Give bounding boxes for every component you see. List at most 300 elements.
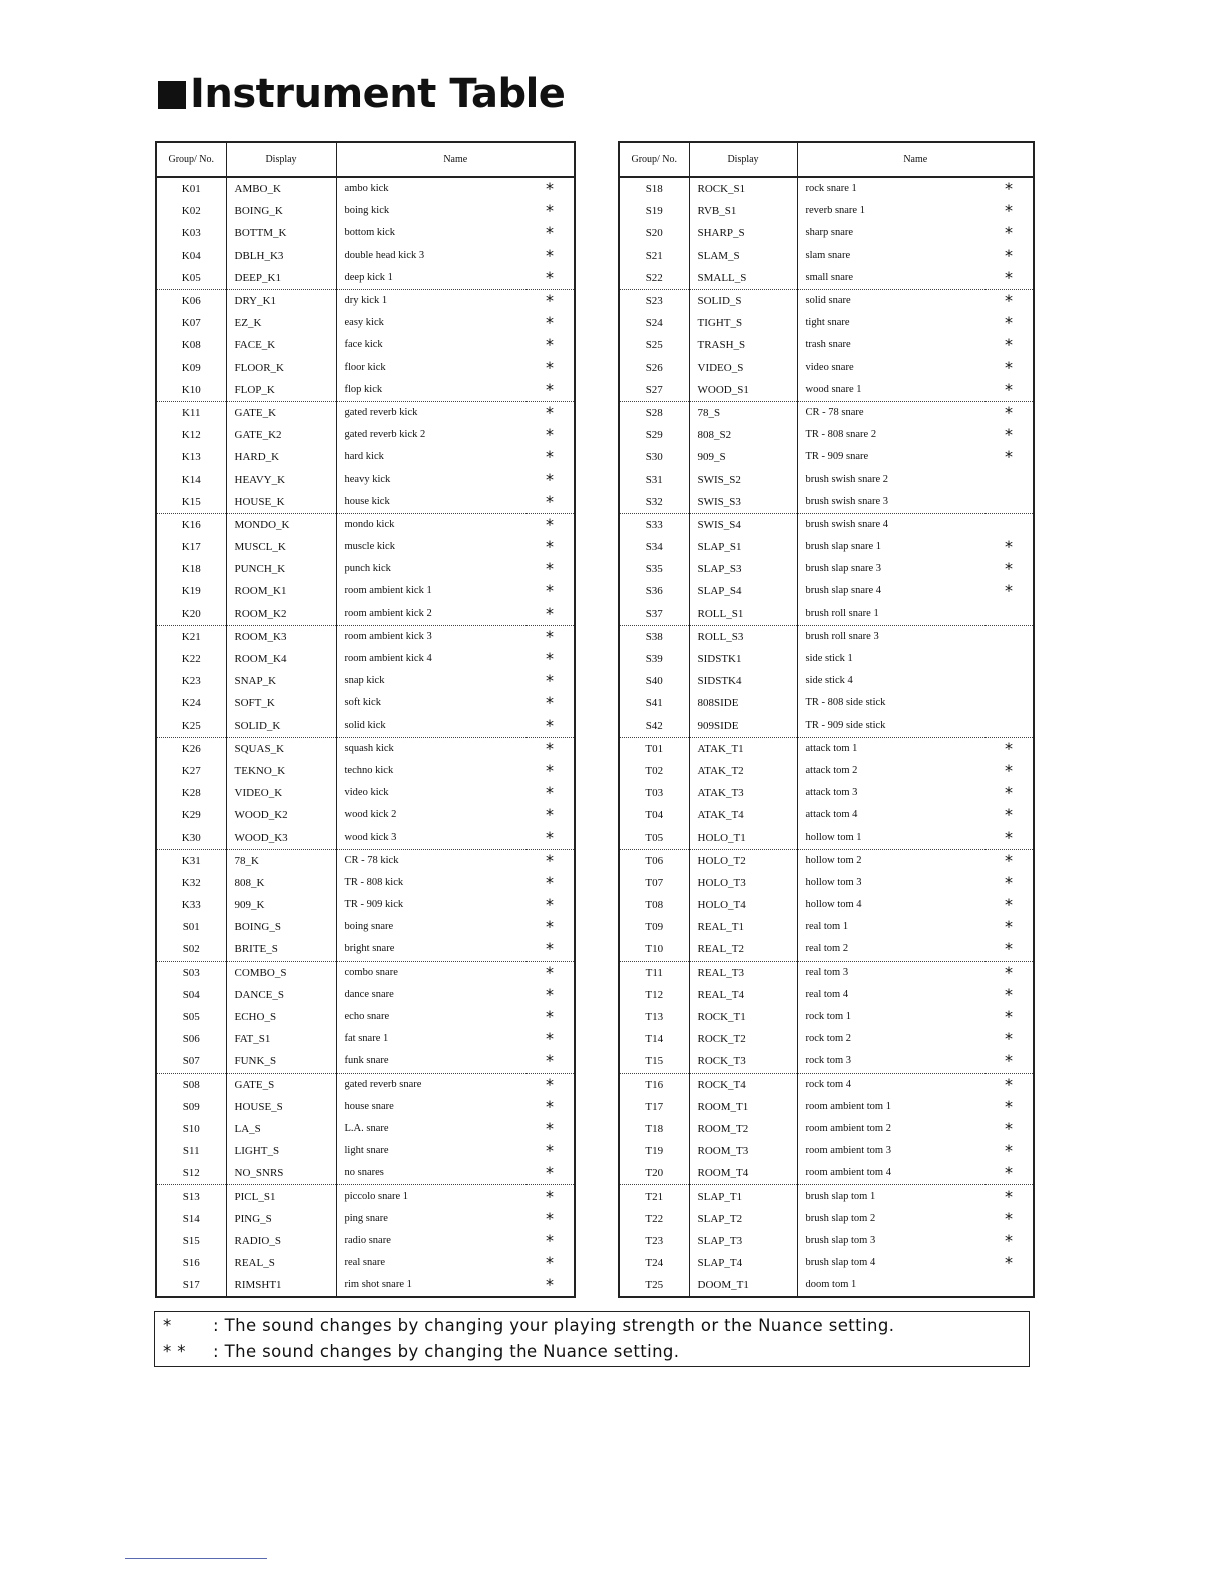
table-row [156, 961, 575, 984]
table-row [156, 625, 575, 648]
table-row [619, 1073, 1034, 1096]
display-cell: SLAP_T2 [689, 1208, 797, 1230]
display-cell: VIDEO_S [689, 357, 797, 379]
nuance-mark-cell: * [546, 313, 554, 333]
table-row [156, 289, 575, 312]
display-cell: ROCK_T2 [689, 1028, 797, 1050]
group-no-cell: K13 [156, 446, 226, 468]
display-cell: HARD_K [226, 446, 336, 468]
display-cell: 909_S [689, 446, 797, 468]
group-no-cell: T22 [619, 1208, 689, 1230]
group-no-cell: T19 [619, 1140, 689, 1162]
group-no-cell: S15 [156, 1230, 226, 1252]
table-row [619, 804, 1034, 826]
group-no-cell: S03 [156, 961, 226, 984]
nuance-mark-cell [985, 491, 1034, 514]
group-no-cell: K29 [156, 804, 226, 826]
table-row [156, 648, 575, 670]
group-no-cell: K32 [156, 872, 226, 894]
name-cell: rock tom 2 [797, 1028, 985, 1050]
name-cell: punch kick [336, 558, 526, 580]
table-row [156, 894, 575, 916]
nuance-mark-cell: * [546, 201, 554, 221]
table-body-left [156, 177, 575, 1297]
name-cell: room ambient tom 2 [797, 1118, 985, 1140]
display-cell: REAL_T1 [689, 916, 797, 938]
name-cell: rim shot snare 1 [336, 1274, 526, 1297]
nuance-mark-cell: * [546, 760, 554, 780]
table-row [619, 267, 1034, 290]
name-cell: rock tom 3 [797, 1050, 985, 1073]
group-no-cell: S10 [156, 1118, 226, 1140]
display-cell: SQUAS_K [226, 737, 336, 760]
name-cell: TR - 909 side stick [797, 715, 985, 738]
group-no-cell: T20 [619, 1162, 689, 1185]
group-no-cell: K08 [156, 334, 226, 356]
name-cell: room ambient kick 3 [336, 625, 526, 648]
display-cell: MONDO_K [226, 513, 336, 536]
name-cell: real tom 1 [797, 916, 985, 938]
name-cell: rock snare 1 [797, 177, 985, 200]
table-row [619, 1050, 1034, 1073]
display-cell: ROCK_T3 [689, 1050, 797, 1073]
name-cell: brush roll snare 3 [797, 625, 985, 648]
display-cell: ROOM_K3 [226, 625, 336, 648]
name-cell: ambo kick [336, 177, 526, 200]
legend-single-symbol: * [163, 1316, 172, 1335]
nuance-mark-cell: * [1005, 267, 1013, 287]
group-no-cell: T16 [619, 1073, 689, 1096]
display-cell: HOLO_T2 [689, 849, 797, 872]
group-no-cell: S06 [156, 1028, 226, 1050]
nuance-mark-cell: * [1005, 1163, 1013, 1183]
display-cell: SOFT_K [226, 692, 336, 714]
name-cell: brush slap tom 1 [797, 1185, 985, 1208]
display-cell: BRITE_S [226, 938, 336, 961]
table-row [156, 177, 575, 200]
nuance-mark-cell: * [1005, 805, 1013, 825]
nuance-mark-cell: * [546, 1163, 554, 1183]
name-cell: attack tom 4 [797, 804, 985, 826]
name-cell: brush slap tom 3 [797, 1230, 985, 1252]
group-no-cell: K02 [156, 200, 226, 222]
legend-double-symbol: * * [163, 1342, 186, 1361]
display-cell: HOUSE_S [226, 1096, 336, 1118]
display-cell: LIGHT_S [226, 1140, 336, 1162]
nuance-mark-cell [985, 468, 1034, 490]
name-cell: trash snare [797, 334, 985, 356]
group-no-cell: T12 [619, 984, 689, 1006]
name-cell: double head kick 3 [336, 245, 526, 267]
nuance-mark-cell: * [1005, 1051, 1013, 1071]
group-no-cell: K30 [156, 826, 226, 849]
group-no-cell: K01 [156, 177, 226, 200]
header-name: Name [336, 142, 575, 177]
group-no-cell: S18 [619, 177, 689, 200]
display-cell: ATAK_T1 [689, 737, 797, 760]
nuance-mark-cell: * [546, 1007, 554, 1027]
table-row [156, 267, 575, 290]
group-no-cell: T07 [619, 872, 689, 894]
display-cell: SWIS_S3 [689, 491, 797, 514]
name-cell: TR - 909 snare [797, 446, 985, 468]
group-no-cell: S40 [619, 670, 689, 692]
header-display: Display [226, 142, 336, 177]
legend-single-text: : The sound changes by changing your playing strength or the Nuance setting. [213, 1316, 895, 1335]
group-no-cell: T06 [619, 849, 689, 872]
group-no-cell: K12 [156, 424, 226, 446]
name-cell: small snare [797, 267, 985, 290]
table-row [619, 468, 1034, 490]
nuance-mark-cell: * [546, 603, 554, 623]
table-row [619, 1118, 1034, 1140]
legend-box [154, 1311, 1030, 1367]
nuance-mark-cell: * [546, 491, 554, 511]
group-no-cell: K16 [156, 513, 226, 536]
nuance-mark-cell: * [1005, 179, 1013, 199]
display-cell: SHARP_S [689, 222, 797, 244]
display-cell: REAL_S [226, 1252, 336, 1274]
display-cell: SLAP_T1 [689, 1185, 797, 1208]
nuance-mark-cell: * [546, 917, 554, 937]
nuance-mark-cell: * [546, 223, 554, 243]
nuance-mark-cell: * [526, 961, 575, 984]
table-row [619, 603, 1034, 626]
nuance-mark-cell: * [546, 1096, 554, 1116]
name-cell: floor kick [336, 357, 526, 379]
nuance-mark-cell: * [526, 1185, 575, 1208]
nuance-mark-cell: * [546, 179, 554, 199]
name-cell: doom tom 1 [797, 1274, 985, 1297]
display-cell: AMBO_K [226, 177, 336, 200]
display-cell: SNAP_K [226, 670, 336, 692]
group-no-cell: K22 [156, 648, 226, 670]
display-cell: SLAP_S3 [689, 558, 797, 580]
display-cell: 808SIDE [689, 692, 797, 714]
group-no-cell: T17 [619, 1096, 689, 1118]
name-cell: face kick [336, 334, 526, 356]
table-row [619, 916, 1034, 938]
group-no-cell: T08 [619, 894, 689, 916]
group-no-cell: S08 [156, 1073, 226, 1096]
nuance-mark-cell: * [1005, 1029, 1013, 1049]
display-cell: SLAP_S1 [689, 536, 797, 558]
display-cell: PICL_S1 [226, 1185, 336, 1208]
table-row [156, 334, 575, 356]
table-row [619, 938, 1034, 961]
table-row [156, 715, 575, 738]
nuance-mark-cell: * [526, 401, 575, 424]
group-no-cell: S16 [156, 1252, 226, 1274]
group-no-cell: S31 [619, 468, 689, 490]
table-row [619, 1208, 1034, 1230]
group-no-cell: K33 [156, 894, 226, 916]
name-cell: side stick 1 [797, 648, 985, 670]
display-cell: PUNCH_K [226, 558, 336, 580]
display-cell: NO_SNRS [226, 1162, 336, 1185]
group-no-cell: S19 [619, 200, 689, 222]
name-cell: rock tom 1 [797, 1006, 985, 1028]
name-cell: room ambient tom 1 [797, 1096, 985, 1118]
table-row [156, 984, 575, 1006]
nuance-mark-cell: * [1005, 313, 1013, 333]
group-no-cell: S37 [619, 603, 689, 626]
name-cell: attack tom 2 [797, 760, 985, 782]
group-no-cell: T25 [619, 1274, 689, 1297]
name-cell: techno kick [336, 760, 526, 782]
display-cell: SLAP_S4 [689, 580, 797, 602]
display-cell: TEKNO_K [226, 760, 336, 782]
table-row [156, 916, 575, 938]
table-row [156, 603, 575, 626]
name-cell: slam snare [797, 245, 985, 267]
display-cell: 909_K [226, 894, 336, 916]
nuance-mark-cell: * [1005, 783, 1013, 803]
group-no-cell: S21 [619, 245, 689, 267]
table-row [156, 1140, 575, 1162]
name-cell: room ambient kick 1 [336, 580, 526, 602]
name-cell: fat snare 1 [336, 1028, 526, 1050]
nuance-mark-cell: * [546, 335, 554, 355]
name-cell: combo snare [336, 961, 526, 984]
header-group-no: Group/ No. [619, 142, 689, 177]
name-cell: easy kick [336, 312, 526, 334]
table-row [156, 872, 575, 894]
display-cell: ROOM_T4 [689, 1162, 797, 1185]
nuance-mark-cell: * [546, 425, 554, 445]
group-no-cell: K25 [156, 715, 226, 738]
table-row [619, 1096, 1034, 1118]
nuance-mark-cell: * [546, 559, 554, 579]
legend-row-double [163, 1340, 679, 1364]
display-cell: PING_S [226, 1208, 336, 1230]
name-cell: gated reverb kick [336, 401, 526, 424]
nuance-mark-cell: * [1005, 917, 1013, 937]
name-cell: gated reverb kick 2 [336, 424, 526, 446]
name-cell: sharp snare [797, 222, 985, 244]
nuance-mark-cell: * [546, 267, 554, 287]
name-cell: room ambient kick 2 [336, 603, 526, 626]
name-cell: L.A. snare [336, 1118, 526, 1140]
group-no-cell: S13 [156, 1185, 226, 1208]
name-cell: hollow tom 1 [797, 826, 985, 849]
display-cell: SLAM_S [689, 245, 797, 267]
table-row [619, 984, 1034, 1006]
group-no-cell: S14 [156, 1208, 226, 1230]
display-cell: ROLL_S3 [689, 625, 797, 648]
nuance-mark-cell: * [1005, 872, 1013, 892]
group-no-cell: T18 [619, 1118, 689, 1140]
group-no-cell: S33 [619, 513, 689, 536]
group-no-cell: K15 [156, 491, 226, 514]
group-no-cell: S32 [619, 491, 689, 514]
nuance-mark-cell: * [1005, 1096, 1013, 1116]
display-cell: BOING_S [226, 916, 336, 938]
display-cell: ROOM_K1 [226, 580, 336, 602]
table-row [619, 491, 1034, 514]
nuance-mark-cell: * [546, 649, 554, 669]
nuance-mark-cell: * [1005, 1230, 1013, 1250]
display-cell: FAT_S1 [226, 1028, 336, 1050]
nuance-mark-cell: * [1005, 447, 1013, 467]
name-cell: room ambient tom 3 [797, 1140, 985, 1162]
display-cell: HOLO_T3 [689, 872, 797, 894]
name-cell: tight snare [797, 312, 985, 334]
name-cell: house snare [336, 1096, 526, 1118]
nuance-mark-cell: * [985, 289, 1034, 312]
nuance-mark-cell [985, 715, 1034, 738]
table-row [156, 1274, 575, 1297]
display-cell: SIDSTK1 [689, 648, 797, 670]
nuance-mark-cell: * [1005, 760, 1013, 780]
table-row [619, 289, 1034, 312]
display-cell: ROCK_S1 [689, 177, 797, 200]
group-no-cell: T24 [619, 1252, 689, 1274]
nuance-mark-cell: * [1005, 335, 1013, 355]
name-cell: house kick [336, 491, 526, 514]
name-cell: muscle kick [336, 536, 526, 558]
table-row [619, 849, 1034, 872]
nuance-mark-cell: * [546, 827, 554, 847]
display-cell: REAL_T3 [689, 961, 797, 984]
display-cell: EZ_K [226, 312, 336, 334]
group-no-cell: S25 [619, 334, 689, 356]
group-no-cell: K09 [156, 357, 226, 379]
group-no-cell: S28 [619, 401, 689, 424]
nuance-mark-cell: * [985, 961, 1034, 984]
table-row [619, 894, 1034, 916]
table-row [619, 872, 1034, 894]
nuance-mark-cell [985, 692, 1034, 714]
name-cell: real tom 4 [797, 984, 985, 1006]
display-cell: GATE_S [226, 1073, 336, 1096]
group-no-cell: T05 [619, 826, 689, 849]
display-cell: SWIS_S4 [689, 513, 797, 536]
name-cell: wood kick 3 [336, 826, 526, 849]
nuance-mark-cell: * [546, 1118, 554, 1138]
table-header-row [619, 142, 1034, 177]
display-cell: REAL_T4 [689, 984, 797, 1006]
group-no-cell: S11 [156, 1140, 226, 1162]
display-cell: SLAP_T4 [689, 1252, 797, 1274]
nuance-mark-cell: * [1005, 1208, 1013, 1228]
nuance-mark-cell: * [1005, 1253, 1013, 1273]
table-row [619, 222, 1034, 244]
display-cell: HEAVY_K [226, 468, 336, 490]
group-no-cell: K28 [156, 782, 226, 804]
nuance-mark-cell: * [546, 1051, 554, 1071]
display-cell: TRASH_S [689, 334, 797, 356]
name-cell: video kick [336, 782, 526, 804]
header-group-no: Group/ No. [156, 142, 226, 177]
group-no-cell: T01 [619, 737, 689, 760]
group-no-cell: K07 [156, 312, 226, 334]
group-no-cell: S36 [619, 580, 689, 602]
table-row [619, 1274, 1034, 1297]
nuance-mark-cell [985, 1274, 1034, 1297]
nuance-mark-cell: * [526, 849, 575, 872]
name-cell: TR - 808 side stick [797, 692, 985, 714]
group-no-cell: K05 [156, 267, 226, 290]
display-cell: ROOM_K4 [226, 648, 336, 670]
table-row [156, 222, 575, 244]
display-cell: RADIO_S [226, 1230, 336, 1252]
table-row [156, 513, 575, 536]
group-no-cell: T10 [619, 938, 689, 961]
table-row [156, 692, 575, 714]
nuance-mark-cell: * [1005, 379, 1013, 399]
footer-rule [125, 1558, 267, 1559]
name-cell: real tom 3 [797, 961, 985, 984]
name-cell: hollow tom 2 [797, 849, 985, 872]
nuance-mark-cell: * [546, 581, 554, 601]
instrument-table-right [618, 141, 1035, 1298]
group-no-cell: K19 [156, 580, 226, 602]
name-cell: bottom kick [336, 222, 526, 244]
group-no-cell: T03 [619, 782, 689, 804]
group-no-cell: S27 [619, 379, 689, 402]
table-row [156, 670, 575, 692]
display-cell: TIGHT_S [689, 312, 797, 334]
nuance-mark-cell: * [546, 783, 554, 803]
header-name: Name [797, 142, 1034, 177]
table-row [156, 1230, 575, 1252]
table-row [156, 312, 575, 334]
name-cell: wood snare 1 [797, 379, 985, 402]
table-row [619, 245, 1034, 267]
group-no-cell: T21 [619, 1185, 689, 1208]
name-cell: brush slap tom 2 [797, 1208, 985, 1230]
nuance-mark-cell: * [1005, 984, 1013, 1004]
group-no-cell: T14 [619, 1028, 689, 1050]
name-cell: side stick 4 [797, 670, 985, 692]
name-cell: brush slap snare 3 [797, 558, 985, 580]
nuance-mark-cell: * [1005, 1007, 1013, 1027]
nuance-mark-cell: * [526, 513, 575, 536]
name-cell: brush roll snare 1 [797, 603, 985, 626]
table-row [156, 1050, 575, 1073]
group-no-cell: S41 [619, 692, 689, 714]
name-cell: hollow tom 3 [797, 872, 985, 894]
nuance-mark-cell: * [546, 537, 554, 557]
nuance-mark-cell: * [546, 469, 554, 489]
table-row [156, 446, 575, 468]
name-cell: snap kick [336, 670, 526, 692]
table-row [156, 760, 575, 782]
display-cell: ROOM_K2 [226, 603, 336, 626]
name-cell: brush swish snare 2 [797, 468, 985, 490]
table-row [156, 245, 575, 267]
name-cell: TR - 808 kick [336, 872, 526, 894]
name-cell: ping snare [336, 1208, 526, 1230]
table-row [619, 1162, 1034, 1185]
table-row [619, 737, 1034, 760]
group-no-cell: K17 [156, 536, 226, 558]
instrument-table-left [155, 141, 576, 1298]
display-cell: REAL_T2 [689, 938, 797, 961]
group-no-cell: K06 [156, 289, 226, 312]
name-cell: TR - 808 snare 2 [797, 424, 985, 446]
table-row [619, 177, 1034, 200]
table-row [619, 1185, 1034, 1208]
display-cell: 808_K [226, 872, 336, 894]
display-cell: FLOP_K [226, 379, 336, 402]
table-row [156, 1118, 575, 1140]
display-cell: 78_K [226, 849, 336, 872]
header-display: Display [689, 142, 797, 177]
page-title [158, 66, 565, 122]
table-row [619, 536, 1034, 558]
